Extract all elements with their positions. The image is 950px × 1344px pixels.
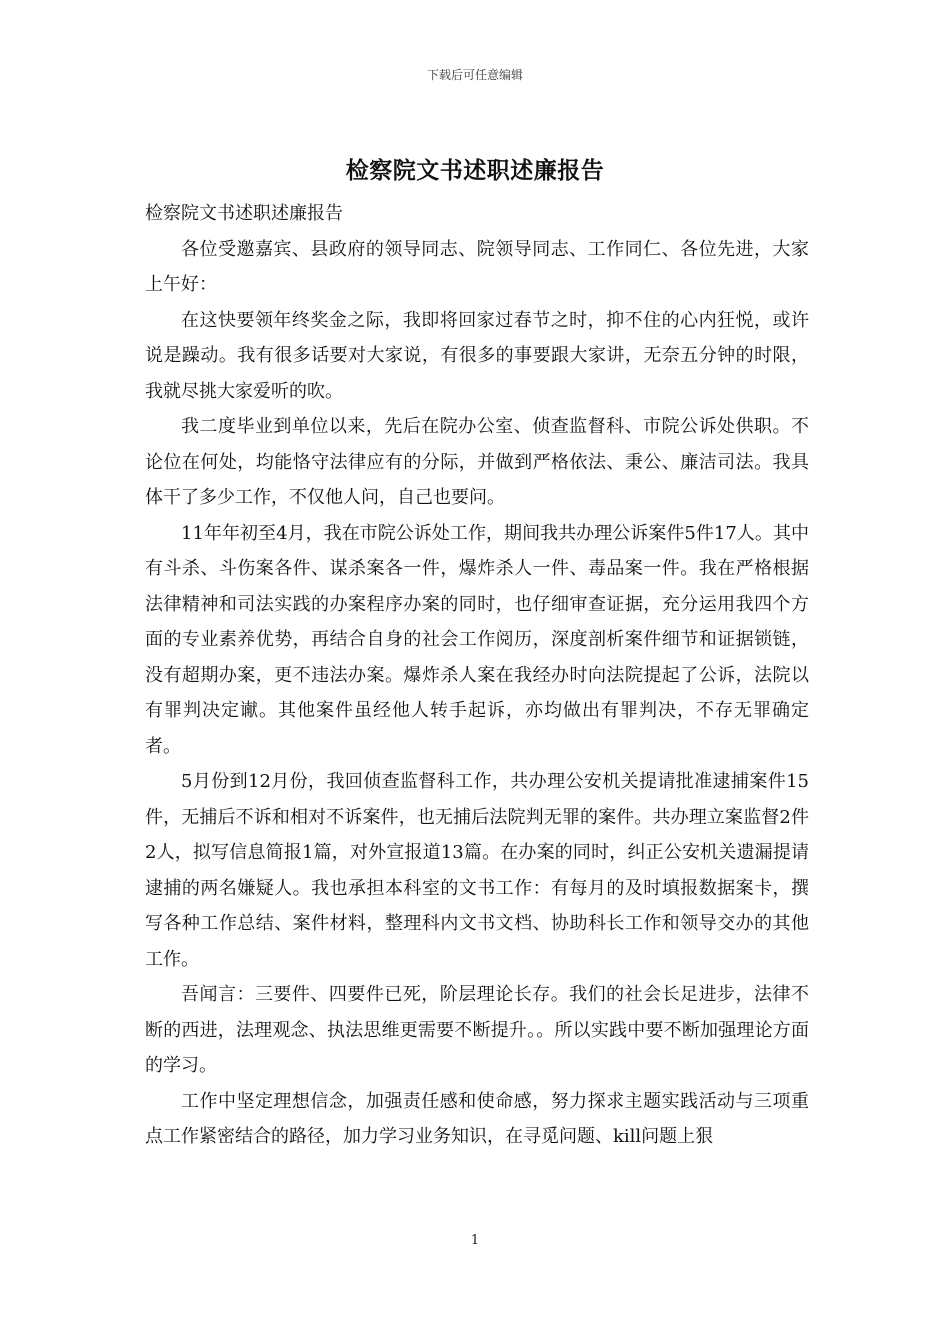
paragraph-career: 我二度毕业到单位以来，先后在院办公室、侦查监督科、市院公诉处供职。不论位在何处，均能恪守法律应有的分际，并做到严格依法、秉公、廉洁司法。我具体干了多少工作，不仅他人问，自己也要问。 (145, 416, 809, 508)
paragraph-opening: 在这快要领年终奖金之际，我即将回家过春节之时，抑不住的心内狂悦，或许说是躁动。我有很多话要对大家说，有很多的事要跟大家讲，无奈五分钟的时限，我就尽挑大家爱听的吹。 (145, 309, 809, 402)
paragraph-greeting: 各位受邀嘉宾、县政府的领导同志、院领导同志、工作同仁、各位先进，大家上午好： (145, 238, 809, 295)
document-body (145, 196, 809, 1155)
document-subtitle: 检察院文书述职述廉报告 (145, 203, 343, 224)
paragraph-prosecution-work: 11年年初至4月，我在市院公诉处工作，期间我共办理公诉案件5件17人。其中有斗杀、斗伤案各件、谋杀案各一件，爆炸杀人一件、毒品案一件。我在严格根据法律精神和司法实践的办案程序办案的同时，也仔细审查证据，充分运用我四个方面的专业素养优势，再结合自身的社会工作阅历，深度剖析案件细节和证据锁链，没有超期办案，更不违法办案。爆炸杀人案在我经办时向法院提起了公诉，法院以有罪判决定谳。其他案件虽经他人转手起诉，亦均做出有罪判决，不存无罪确定者。 (145, 522, 809, 757)
paragraph-theory-study: 吾闻言：三要件、四要件已死，阶层理论长存。我们的社会长足进步，法律不断的西进，法理观念、执法思维更需要不断提升。。所以实践中要不断加强理论方面的学习。 (145, 984, 809, 1076)
page-number: 1 (470, 1233, 480, 1248)
paragraph-investigation-work: 5月份到12月份，我回侦查监督科工作，共办理公安机关提请批准逮捕案件15件，无捕后不诉和相对不诉案件，也无捕后法院判无罪的案件。共办理立案监督2件2人，拟写信息简报1篇，对外宣报道13篇。在办案的同时，纠正公安机关遗漏提请逮捕的两名嫌疑人。我也承担本科室的文书工作：有每月的及时填报数据案卡，撰写各种工作总结、案件材料，整理科内文书文档、协助科长工作和领导交办的其他工作。 (145, 771, 809, 970)
paragraph-work-attitude: 工作中坚定理想信念，加强责任感和使命感，努力探求主题实践活动与三项重点工作紧密结合的路径，加力学习业务知识，在寻觅问题、kill问题上狠 (145, 1090, 809, 1147)
page-header-note: 下载后可任意编辑 (426, 68, 523, 82)
document-title: 检察院文书述职述廉报告 (345, 157, 605, 184)
